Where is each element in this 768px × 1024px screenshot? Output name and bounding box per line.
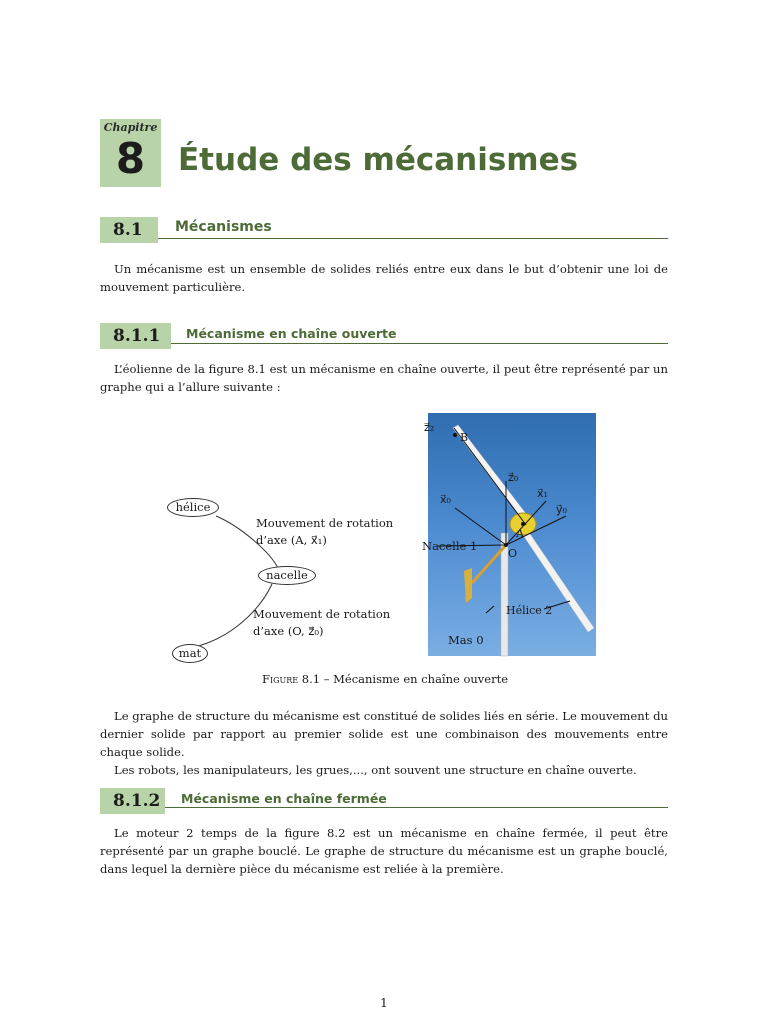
figure-caption-text: – Mécanisme en chaîne ouverte bbox=[323, 672, 509, 686]
wind-turbine-photo bbox=[424, 413, 596, 656]
label-x1: x⃗₁ bbox=[537, 487, 548, 500]
wind-turbine-illustration bbox=[428, 413, 596, 656]
link-2-line-2: d’axe (O, z⃗₀) bbox=[253, 624, 324, 638]
link-2-label bbox=[253, 606, 390, 640]
section-8-1-2-text bbox=[100, 824, 668, 878]
closed-chain-paragraph: Le moteur 2 temps de la figure 8.2 est un mécanisme en chaîne fermée, il peut être représenté par un graphe bouclé. Le graphe de structure du mécanisme est un graphe bouclé, dans lequel la dernière pièce du mécanisme est reliée à la première. bbox=[100, 826, 668, 876]
section-8-1-1-number: 8.1.1 bbox=[100, 323, 171, 349]
section-8-1-number: 8.1 bbox=[100, 217, 158, 243]
label-O: O bbox=[508, 547, 518, 560]
link-1-label bbox=[256, 515, 393, 549]
graph-node-mat: mat bbox=[172, 644, 208, 663]
link-1-line-2: d’axe (A, x⃗₁) bbox=[256, 533, 327, 547]
figure-number: 8.1 bbox=[301, 672, 321, 686]
section-8-1-title: Mécanismes bbox=[175, 219, 272, 235]
figure-prefix: Figure bbox=[261, 672, 299, 686]
section-8-1-2-title: Mécanisme en chaîne fermée bbox=[181, 791, 387, 806]
chapter-label: Chapitre bbox=[103, 121, 158, 134]
graph-node-helice: hélice bbox=[167, 498, 219, 517]
label-B: B bbox=[460, 431, 469, 444]
section-8-1-1-intro bbox=[100, 360, 668, 396]
label-x0: x⃗₀ bbox=[440, 493, 451, 506]
label-nacelle: Nacelle 1 bbox=[422, 539, 478, 553]
section-8-1-1-body bbox=[100, 707, 668, 779]
robots-paragraph: Les robots, les manipulateurs, les grues,..., ont souvent une structure en chaîne ouverte. bbox=[114, 763, 637, 777]
graph-node-nacelle: nacelle bbox=[258, 566, 316, 585]
label-mas: Mas 0 bbox=[448, 633, 484, 647]
page-number: 1 bbox=[380, 996, 388, 1010]
section-8-1-1-title: Mécanisme en chaîne ouverte bbox=[186, 326, 397, 341]
section-8-1-rule bbox=[158, 238, 668, 239]
section-8-1-1-rule bbox=[171, 343, 668, 344]
tail-fin bbox=[464, 568, 472, 603]
section-8-1-paragraph: Un mécanisme est un ensemble de solides reliés entre eux dans le but d’obtenir une loi de mouvement particulière. bbox=[100, 262, 668, 294]
point-B bbox=[453, 433, 457, 437]
mas-leader bbox=[486, 606, 494, 613]
intro-paragraph: L’éolienne de la figure 8.1 est un mécanisme en chaîne ouverte, il peut être représenté par un graphe qui a l’allure suivante : bbox=[100, 362, 668, 394]
link-2-line-1: Mouvement de rotation bbox=[253, 607, 391, 621]
label-z0: z⃗₀ bbox=[508, 471, 519, 484]
label-helice: Hélice 2 bbox=[506, 604, 553, 617]
label-y0: y⃗₀ bbox=[556, 503, 567, 516]
figure-caption bbox=[130, 672, 640, 686]
chapter-title: Étude des mécanismes bbox=[178, 142, 579, 178]
section-8-1-text bbox=[100, 260, 668, 296]
link-1-line-1: Mouvement de rotation bbox=[256, 516, 394, 530]
label-A: A bbox=[516, 527, 524, 540]
label-z2: z⃗₂ bbox=[424, 421, 435, 434]
chapter-number: 8 bbox=[115, 134, 146, 183]
graph-structure-paragraph: Le graphe de structure du mécanisme est constitué de solides liés en série. Le mouvement du dernier solide par rapport au premier solide est une combinaison des mouvements entre chaque solide. bbox=[100, 709, 668, 759]
section-8-1-2-rule bbox=[165, 807, 668, 808]
section-8-1-2-number: 8.1.2 bbox=[100, 788, 165, 814]
